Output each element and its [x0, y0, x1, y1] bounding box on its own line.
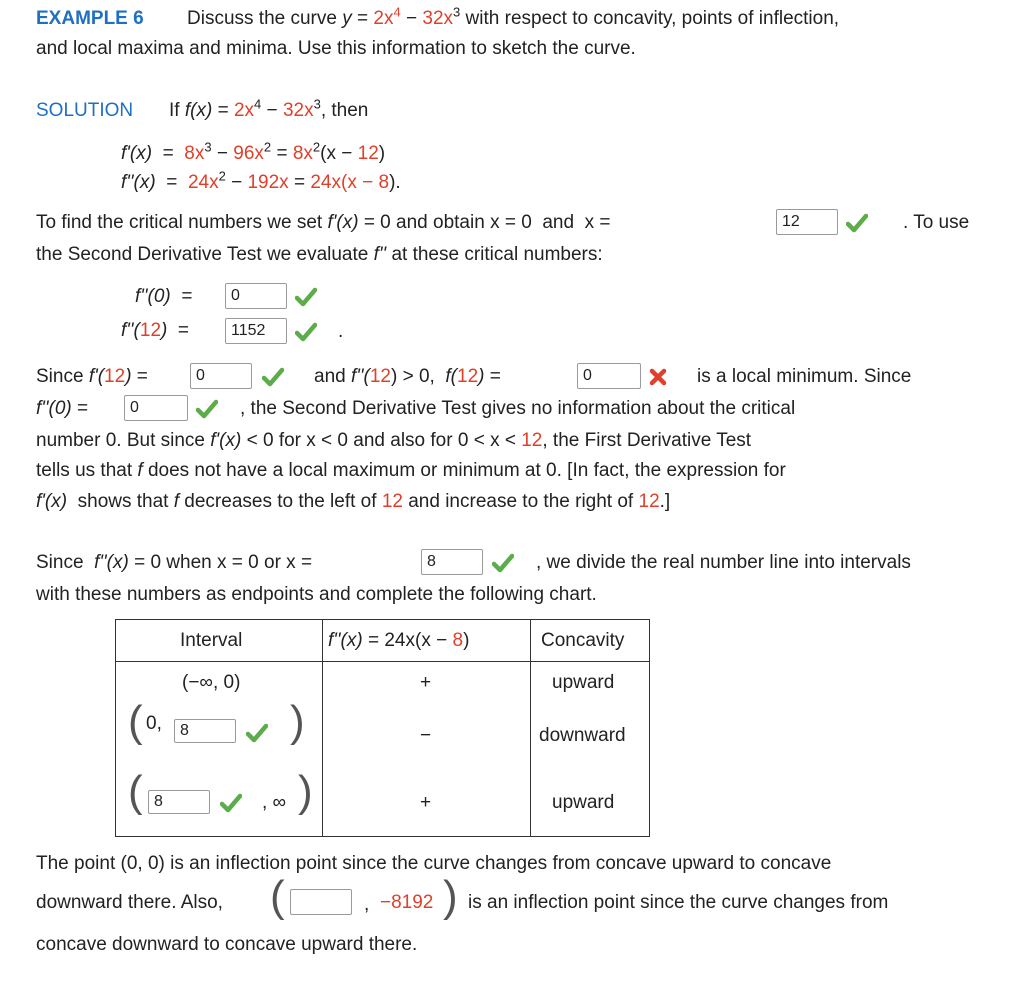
f0-input[interactable]: 0	[225, 283, 287, 309]
row3-endpoint-input[interactable]: 8	[148, 790, 210, 814]
right-paren: )	[443, 872, 458, 921]
left-paren: (	[128, 767, 143, 816]
para1-line3: number 0. But since f'(x) < 0 for x < 0 and also for 0 < x < 12, the First Derivative Test	[36, 430, 752, 451]
para2-line1-tail: , we divide the real number line into intervals	[536, 552, 911, 573]
inflection-point-x-input[interactable]	[290, 889, 352, 915]
solution-intro: If $f(x) = 2x^4 - 32x^3$, then	[169, 96, 369, 121]
left-paren: (	[128, 697, 143, 746]
header-divider	[116, 661, 649, 662]
example-label: EXAMPLE 6	[36, 8, 144, 29]
row2-left: 0,	[146, 713, 162, 734]
inflection-x-input[interactable]: 8	[421, 549, 483, 575]
right-paren: )	[298, 767, 313, 816]
para1-line4: tells us that f does not have a local maximum or minimum at 0. [In fact, the expression for	[36, 460, 786, 481]
check-icon	[262, 367, 284, 387]
local-min-text: is a local minimum. Since	[697, 366, 912, 387]
solution-label: SOLUTION	[36, 100, 134, 121]
row2-endpoint-input[interactable]: 8	[174, 719, 236, 743]
check-icon	[295, 287, 317, 307]
row1-interval: (−∞, 0)	[182, 672, 241, 693]
para1-line5: f'(x) shows that f decreases to the left of 12 and increase to the right of 12.]	[36, 491, 671, 512]
check-icon	[196, 399, 218, 419]
eval-f12-label: f''(12) =	[121, 320, 190, 341]
header-fpp: f''(x) = 24x(x − 8)	[328, 630, 470, 651]
second-derivative: $f''(x) = 24x^2 - 192x = 24x(x - 8)$.	[121, 168, 401, 193]
comma: ,	[364, 894, 370, 915]
check-icon	[220, 793, 242, 813]
problem-statement-line2: and local maxima and minima. Use this information to sketch the curve.	[36, 38, 636, 59]
period: .	[338, 321, 344, 342]
eval-f0-label: f''(0) =	[135, 286, 193, 307]
conclusion-line2-tail: is an inflection point since the curve changes from	[468, 892, 889, 913]
check-icon	[246, 723, 268, 743]
column-divider	[530, 620, 531, 836]
critical-number-input[interactable]: 12	[776, 209, 838, 235]
conclusion-line3: concave downward to concave upward there.	[36, 934, 418, 955]
row3-right: , ∞	[262, 792, 287, 813]
row1-concavity: upward	[552, 672, 615, 693]
conclusion-line1: The point (0, 0) is an inflection point since the curve changes from concave upward to concave	[36, 853, 832, 874]
critical-numbers-text: To find the critical numbers we set f'(x) = 0 and obtain x = 0 and x =	[36, 212, 611, 233]
column-divider	[322, 620, 323, 836]
para2-line2: with these numbers as endpoints and complete the following chart.	[36, 584, 597, 605]
para1-line2-start: f''(0) =	[36, 398, 89, 419]
check-icon	[846, 213, 868, 233]
para1-line1-mid: and f''(12) > 0, f(12) =	[314, 366, 501, 387]
second-derivative-test-text: the Second Derivative Test we evaluate f'' at these critical numbers:	[36, 244, 603, 265]
check-icon	[295, 322, 317, 342]
problem-statement-line1: Discuss the curve $y = 2x^4 - 32x^3$ with respect to concavity, points of inflection,	[187, 4, 840, 29]
inflection-point-y: −8192	[380, 892, 434, 913]
para1-line2-tail: , the Second Derivative Test gives no information about the critical	[240, 398, 796, 419]
fpp0-input[interactable]: 0	[124, 395, 188, 421]
row2-concavity: downward	[539, 725, 626, 746]
f12-value-input[interactable]: 0	[577, 363, 641, 389]
first-derivative: $f'(x) = 8x^3 - 96x^2 = 8x^2(x - 12)$	[121, 139, 386, 164]
to-use-text: . To use	[903, 212, 970, 233]
para1-line1-start: Since f'(12) =	[36, 366, 148, 387]
row1-sign: +	[420, 672, 432, 693]
para2-line1-start: Since f''(x) = 0 when x = 0 or x =	[36, 552, 313, 573]
header-interval: Interval	[180, 630, 243, 651]
header-concavity: Concavity	[541, 630, 625, 651]
row2-sign: −	[420, 725, 432, 746]
check-icon	[492, 553, 514, 573]
cross-icon	[648, 367, 668, 387]
concavity-table	[115, 619, 650, 837]
left-paren: (	[270, 872, 285, 921]
f12-input[interactable]: 1152	[225, 318, 287, 344]
conclusion-line2-start: downward there. Also,	[36, 892, 223, 913]
row3-sign: +	[420, 792, 432, 813]
right-paren: )	[290, 697, 305, 746]
fp12-input[interactable]: 0	[190, 363, 252, 389]
row3-concavity: upward	[552, 792, 615, 813]
